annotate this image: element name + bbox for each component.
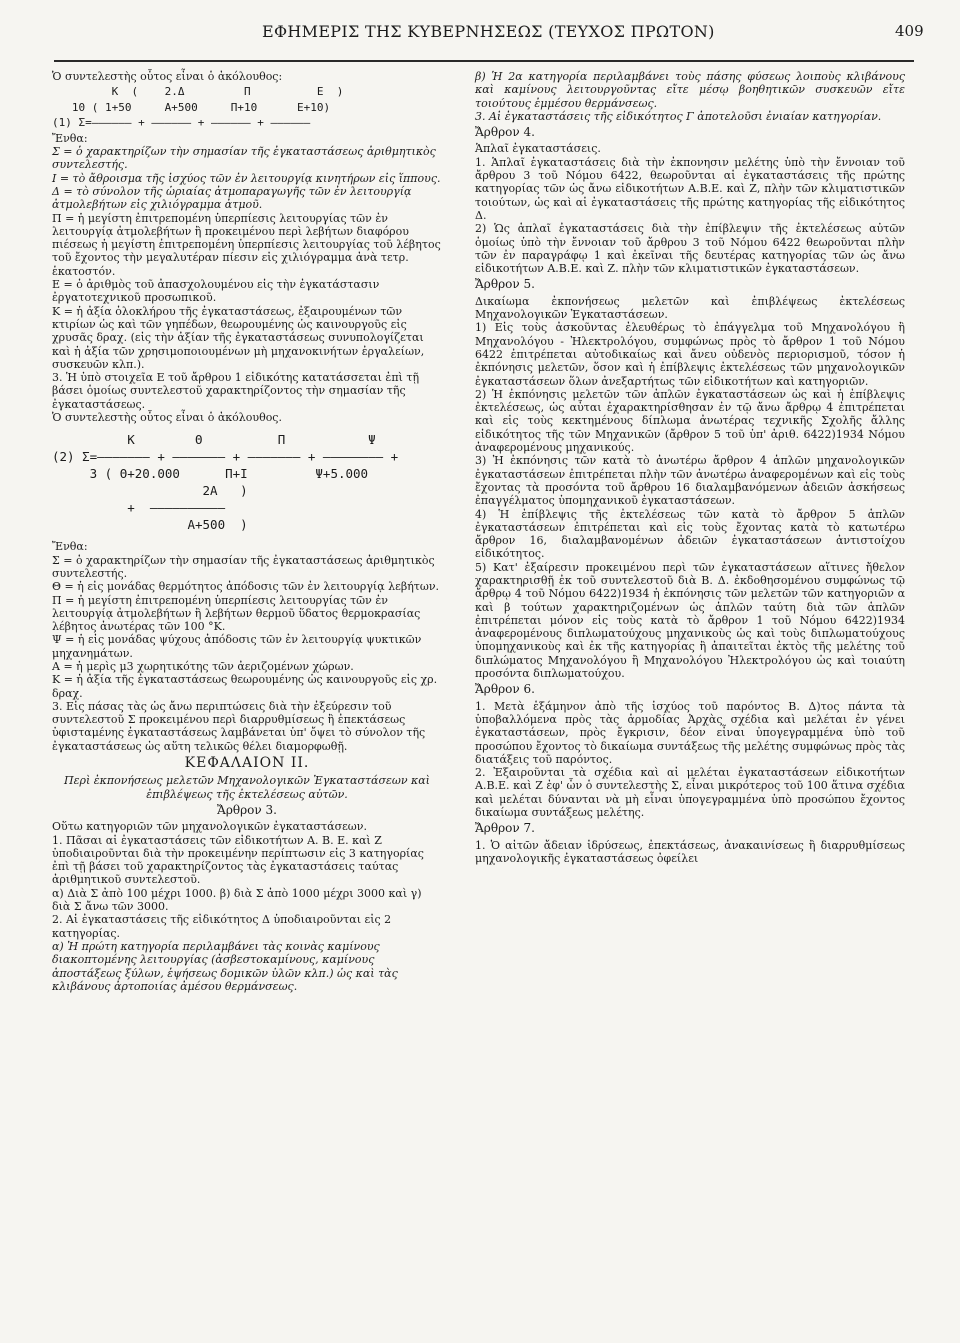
left-column (52, 70, 442, 993)
paragraph: 1. Πᾶσαι αἱ ἐγκαταστάσεις τῶν εἰδικοτήτων Α. Β. Ε. καὶ Ζ ὑποδιαιροῦνται διὰ τὴν προκειμένην περίπτωσιν εἰς 3 κατηγορίας ἐπὶ τῇ βάσει τοῦ χαρακτηρίζοντος τὰς ἐγκαταστάσεις ταύτας ἀριθμητικοῦ συντελεστοῦ. (52, 833, 424, 887)
chapter-subtitle: Περὶ ἐκπονήσεως μελετῶν Μηχανολογικῶν Ἐγκαταστάσεων καὶ ἐπιβλέψεως τῆς ἐκτελέσεως αὐτῶν. (64, 774, 430, 801)
paragraph: 1. Ὁ αἰτῶν ἄδειαν ἱδρύσεως, ἐπεκτάσεως, ἀνακαινίσεως ἢ διαρρυθμίσεως μηχανολογικῆς ἐγκαταστάσεως ὀφείλει (475, 838, 905, 865)
gazette-title: ΕΦΗΜΕΡΙΣ ΤΗΣ ΚΥΒΕΡΝΗΣΕΩΣ (ΤΕΥΧΟΣ ΠΡΩΤΟΝ) (262, 22, 715, 41)
paragraph: 1. Ἁπλαῖ ἐγκαταστάσεις διὰ τὴν ἐκπονησιν μελέτης ὑπὸ τὴν ἔννοιαν τοῦ ἄρθρου 3 τοῦ Νόμου 6422, θεωροῦνται αἱ ἐγκαταστάσεις τῆς πρώτης κατηγορίας τῶν ὡς ἄνω εἰδικοτήτων Α.Β.Ε. καὶ Ζ, πλὴν τῶν κλιματιστικῶν τοιούτων, ὡς καὶ αἱ ἐγκαταστάσεις τῆς πρώτης κατηγορίας τῆς εἰδικότητος Δ. (475, 155, 905, 222)
definition: Ψ = ἡ εἰς μονάδας ψύχους ἀπόδοσις τῶν ἐν λειτουργίᾳ ψυκτικῶν μηχανημάτων. (52, 633, 422, 660)
definition: Δ = τὸ σύνολον τῆς ὡριαίας ἀτμοπαραγωγῆς τῶν ἐν λειτουργίᾳ ἀτμολεβήτων εἰς χιλιόγραμμα ἀτμοῦ. (52, 184, 412, 212)
page-number: 409 (895, 22, 924, 40)
paragraph: 1) Εἰς τοὺς ἀσκοῦντας ἐλευθέρως τὸ ἐπάγγελμα τοῦ Μηχανολόγου ἢ Μηχανολόγου - Ἠλεκτρολόγου, συμφώνως πρὸς τὸ ἄρθρον 1 τοῦ Νόμου 6422 ἐπιτρέπεται αὐτοδικαίως καὶ ἄνευ οὐδενὸς περιορισμοῦ, τόσον ἡ ἐκπόνησις μελετῶν, ὅσον καὶ ἡ ἐπίβλεψις ἐκτελέσεως τῶν μηχανολογικῶν ἐγκαταστάσεων ὅλων ἀνεξαρτήτως τῶν εἰδικοτήτων καὶ κατηγοριῶν. (475, 321, 905, 388)
paragraph: α) Ἡ πρώτη κατηγορία περιλαμβάνει τὰς κοινὰς καμίνους διακοπτομένης λειτουργίας (ἀσβεστοκαμίνους, καμίνους ἀποστάξεως ξύλων, ἑψήσεως δομικῶν ὑλῶν κλπ.) ὡς καὶ τὰς κλιβάνους ἀρτοποιίας ἀμέσου θερμάνσεως. (52, 939, 398, 993)
header-rule (54, 60, 914, 62)
paragraph: 4) Ἡ ἐπίβλεψις τῆς ἐκτελέσεως τῶν κατὰ τὸ ἄρθρον 5 ἁπλῶν ἐγκαταστάσεων ἐπιτρέπεται καὶ εἰς τοὺς ἔχοντας κατὰ τὸ κατωτέρω ἄρθρον 16, διαλαμβανομένων ἀδειῶν ἐγκαταστάσεων ἀντιστοίχου εἰδικότητος. (475, 507, 905, 561)
formula-line: 3 ( Θ+20.000 Π+Ι Ψ+5.000 (52, 466, 369, 482)
article-subtitle: Ἁπλαῖ ἐγκαταστάσεις. (475, 142, 601, 156)
page-header (0, 22, 960, 46)
definition: Σ = ὁ χαρακτηρίζων τὴν σημασίαν τῆς ἐγκαταστάσεως ἀριθμητικὸς συντελεστής. (52, 553, 435, 580)
formula-line: 2A ) (52, 483, 248, 499)
article-heading: Ἄρθρον 3. (217, 802, 277, 817)
paragraph: Οὕτω κατηγοριῶν τῶν μηχανολογικῶν ἐγκαταστάσεων. (52, 820, 367, 834)
formula-line: + —————————— (52, 500, 226, 516)
formula-line: (2) Σ=——————— + ——————— + ——————— + ———————— + (52, 449, 399, 465)
article-heading: Ἄρθρον 6. (475, 682, 535, 697)
paragraph: 3) Ἡ ἐκπόνησις τῶν κατὰ τὸ ἀνωτέρω ἄρθρον 4 ἁπλῶν μηχανολογικῶν ἐγκαταστάσεων ἐπιτρέπεται πλὴν τῶν ἀνωτέρω ἀναφερομένων καὶ εἰς τοὺς ἔχοντας τὰ προσόντα τοῦ ἄρθρου 16 διαλαμβανόμενων ἀδειῶν ἀσκήσεως ἐπαγγέλματος ὑπομηχανικοῦ ἐγκαταστάσεων. (475, 454, 905, 508)
formula-line: A+500 ) (52, 517, 248, 533)
paragraph: β) Ἡ 2α κατηγορία περιλαμβάνει τοὺς πάσης φύσεως λοιποὺς κλιβάνους καὶ καμίνους λειτουργοῦντας εἴτε μέσῳ βοηθητικῶν συσκευῶν εἴτε τοιούτους ἐμμέσου θερμάνσεως. (475, 70, 905, 110)
definition: Κ = ἡ ἀξία τῆς ἐγκαταστάσεως θεωρουμένης ὡς καινουργοῦς εἰς χρ. δραχ. (52, 673, 438, 700)
paragraph: 1. Μετὰ ἑξάμηνον ἀπὸ τῆς ἰσχύος τοῦ παρόντος Β. Δ)τος πάντα τὰ ὑποβαλλόμενα πρὸς τὰς ἁρμοδίας Ἀρχὰς σχέδια καὶ μελέται ἐν γένει ἐγκαταστάσεων, πρὸς ἔγκρισιν, δέον εἶναι ὑπογεγραμμένα ὑπὸ τοῦ προσώπου ἔχοντος τὸ δικαίωμα συντάξεως τῆς μελέτης συμφώνως πρὸς τὰς διατάξεις τοῦ παρόντος. (475, 699, 905, 766)
definition: Ι = τὸ ἄθροισμα τῆς ἰσχύος τῶν ἐν λειτουργίᾳ κινητήρων εἰς ἵππους. (52, 171, 441, 185)
definition: Κ = ἡ ἀξία ὁλοκλήρου τῆς ἐγκαταστάσεως, ἐξαιρουμένων τῶν κτιρίων ὡς καὶ τῶν γηπέδων, θεωρουμένης ὡς καινουργοῦς εἰς χρυσᾶς δραχ. (εἰς τὴν ἀξίαν τῆς ἐγκαταστάσεως συνυπολογίζεται καὶ ἡ ἀξία τῶν χρησιμοποιουμένων μὴ μηχανοκινήτων ἐργαλείων, συσκευῶν κλπ.). (52, 304, 425, 371)
definition: Π = ἡ μεγίστη ἐπιτρεπομένη ὑπερπίεσις λειτουργίας τῶν ἐν λειτουργίᾳ ἀτμολεβήτων ἢ προκειμένου περὶ λεβήτων διαφόρου πιέσεως ἡ μεγίστη ἐπιτρεπομένη ὑπερπίεσις λειτουργίας τοῦ λέβητος τοῦ ἔχοντος τὴν μεγαλυτέραν πίεσιν εἰς χιλιόγραμμα ἀνὰ τετρ. ἑκατοστόν. (52, 211, 441, 278)
formula-line: K ( 2.Δ Π E ) (52, 85, 344, 99)
paragraph: 5) Κατ' ἐξαίρεσιν προκειμένου περὶ τῶν ἐγκαταστάσεων αἵτινες ἤθελον χαρακτηρισθῇ ἐκ τοῦ συντελεστοῦ διὰ Β. Δ. ἐκδοθησομένου συμφώνως τῷ ἄρθρῳ 4 τοῦ Νόμου 6422)1934 ἡ ἐκπόνησις τῶν μελετῶν τῶν κατηγοριῶν α καὶ β τούτων χαρακτηριζομένων ὡς ἁπλῶν ταύτη διὰ τῶν ἁπλῶν ἐπιτρέπεται μόνον εἰς τοὺς κατὰ τὸ ἄρθρον 1 τοῦ Νόμου 6422)1934 ἀναφερομένους διπλωματούχους μηχανικοὺς ὡς καὶ τοὺς διπλωματούχους ὑπομηχανικοὺς καὶ ἐκ τῆς κατηγορίας ἢ ἀπαιτεῖται ἐκτὸς τῆς μελέτης τοῦ διπλώματος Μηχανολόγου ἢ Μηχανολόγου Ἠλεκτρολόγου ὡς καὶ τοιαύτη προσόντα διπλωματούχου. (475, 560, 905, 681)
paragraph: 3. Ἡ ὑπὸ στοιχεῖα Ε τοῦ ἄρθρου 1 εἰδικότης κατατάσσεται ἐπὶ τῇ βάσει ὁμοίως συντελεστοῦ χαρακτηρίζοντος τὴν σημασίαν τῆς ἐγκαταστάσεως. (52, 371, 420, 411)
paragraph: 2. Αἱ ἐγκαταστάσεις τῆς εἰδικότητος Δ ὑποδιαιροῦνται εἰς 2 κατηγορίας. (52, 913, 392, 940)
definition: Θ = ἡ εἰς μονάδας θερμότητος ἀπόδοσις τῶν ἐν λειτουργίᾳ λεβήτων. (52, 580, 440, 594)
chapter-heading: ΚΕΦΑΛΑΙΟΝ ΙΙ. (184, 755, 310, 772)
paragraph: Ἔνθα: (52, 131, 88, 145)
article-heading: Ἄρθρον 5. (475, 277, 535, 292)
definition: Σ = ὁ χαρακτηρίζων τὴν σημασίαν τῆς ἐγκαταστάσεως ἀριθμητικὸς συντελεστής. (52, 145, 436, 172)
paragraph: Ὁ συντελεστὴς οὗτος εἶναι ὁ ἀκόλουθος. (52, 411, 282, 425)
paragraph: 3. Αἱ ἐγκαταστάσεις τῆς εἰδικότητος Γ ἀποτελοῦσι ἐνιαίαν κατηγορίαν. (475, 109, 882, 123)
article-heading: Ἄρθρον 7. (475, 821, 535, 836)
paragraph: 2. Ἐξαιροῦνται τὰ σχέδια καὶ αἱ μελέται ἐγκαταστάσεων εἰδικοτήτων Α.Β.Ε. καὶ Ζ ἐφ' ὧν ὁ συντελεστὴς Σ, εἶναι μικρότερος τοῦ 100 ἅτινα σχέδια καὶ μελέται δύνανται νὰ μὴ εἶναι ὑπογεγραμμένα ὑπὸ προσώπου ἔχοντος δικαίωμα συντάξεως μελέτης. (475, 766, 905, 820)
definition: Ε = ὁ ἀριθμὸς τοῦ ἀπασχολουμένου εἰς τὴν ἐγκατάστασιν ἐργατοτεχνικοῦ προσωπικοῦ. (52, 278, 380, 305)
definition: Π = ἡ μεγίστη ἐπιτρεπομένη ὑπερπίεσις λειτουργίας τῶν ἐν λειτουργίᾳ ἀτμολεβήτων ἢ λεβήτων θερμοῦ ὕδατος θερμοκρασίας λέβητος ἀνωτέρας τῶν 100 °Κ. (52, 593, 421, 634)
paragraph: 2) Ἡ ἐκπόνησις μελετῶν τῶν ἁπλῶν ἐγκαταστάσεων ὡς καὶ ἡ ἐπίβλεψις ἐκτελέσεως, ὡς αὗται ἐχαρακτηρίσθησαν ἐν τῷ ἄνω ἄρθρῳ 4 ἐπιτρέπεται καὶ εἰς τοὺς κεκτημένους δίπλωμα ἀνωτέρας τεχνικῆς Σχολῆς ἄλλης εἰδικότητος τῆς τῶν Μηχανικῶν (ἄρθρον 5 τοῦ ὑπ' ἀριθ. 6422)1934 Νόμου ἀναφερομένους μηχανικούς. (475, 387, 905, 455)
article-heading: Ἄρθρον 4. (475, 125, 535, 140)
article-subtitle: Δικαίωμα ἐκπονήσεως μελετῶν καὶ ἐπιβλέψεως ἐκτελέσεως Μηχανολογικῶν Ἐγκαταστάσεων. (475, 294, 905, 322)
paragraph: α) Διὰ Σ ἀπὸ 100 μέχρι 1000. β) διὰ Σ ἀπὸ 1000 μέχρι 3000 καὶ γ) διὰ Σ ἄνω τῶν 3000. (52, 886, 422, 914)
paragraph: 3. Εἰς πάσας τὰς ὡς ἄνω περιπτώσεις διὰ τὴν ἐξεύρεσιν τοῦ συντελεστοῦ Σ προκειμένου περὶ διαρρυθμίσεως ἢ ἐπεκτάσεως ὑφισταμένης ἐγκαταστάσεως λαμβάνεται ὑπ' ὄψει τὸ σύνολον τῆς ἐγκαταστάσεως ὡς αὕτη τελικῶς θέλει διαμορφωθῇ. (52, 699, 426, 753)
formula-line: K Θ Π Ψ (52, 432, 376, 448)
paragraph: 2) Ὡς ἁπλαῖ ἐγκαταστάσεις διὰ τὴν ἐπίβλεψιν τῆς ἐκτελέσεως αὐτῶν ὁμοίως ὑπὸ τὴν ἔννοιαν τοῦ ἄρθρου 3 τοῦ Νόμου 6422 θεωροῦνται πλὴν τῶν ἐν παραγράφῳ 1 καὶ ἐκεῖναι τῆς δευτέρας κατηγορίας τῶν ὡς ἄνω εἰδικοτήτων Α.Β.Ε. καὶ Ζ. πλὴν τῶν κλιματιστικῶν ἐγκαταστάσεων. (475, 222, 905, 276)
paragraph: Ἔνθα: (52, 540, 88, 554)
right-column (475, 70, 905, 865)
formula-line: (1) Σ=—————— + —————— + —————— + —————— (52, 116, 311, 130)
definition: Α = ἡ μερὶς μ3 χωρητικότης τῶν ἀεριζομένων χώρων. (52, 660, 354, 673)
paragraph: Ὁ συντελεστὴς οὗτος εἶναι ὁ ἀκόλουθος: (52, 70, 283, 83)
formula-line: 10 ( 1+50 A+500 Π+10 E+10) (52, 100, 331, 114)
